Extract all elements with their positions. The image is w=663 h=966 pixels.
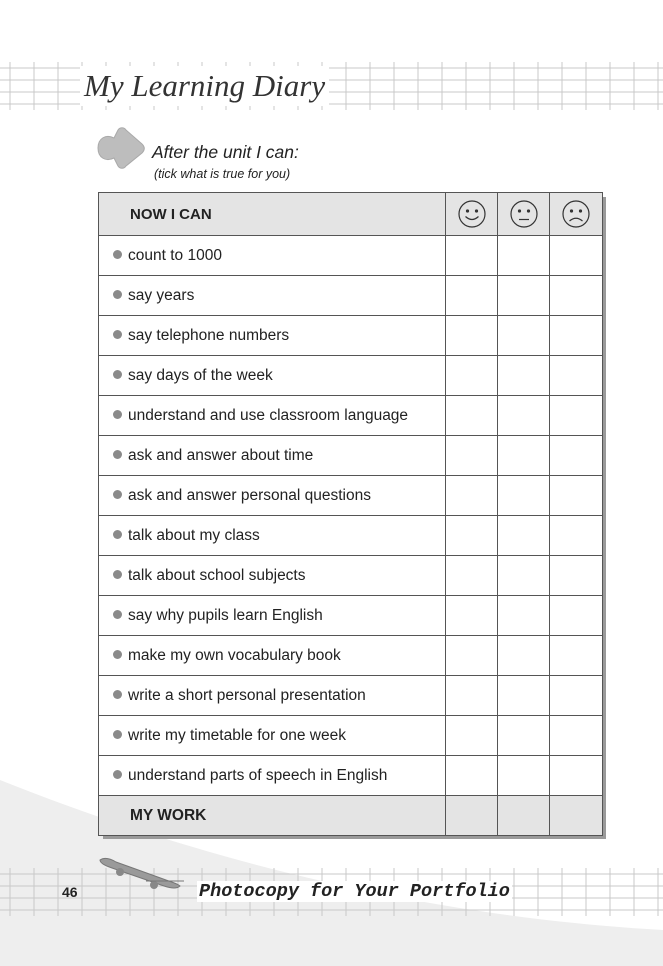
sad-tick-cell[interactable]	[550, 476, 603, 516]
skill-cell	[99, 276, 446, 316]
happy-tick-cell[interactable]	[446, 636, 498, 676]
bullet-icon	[113, 730, 122, 739]
skill-label: talk about school subjects	[128, 566, 306, 584]
neutral-tick-cell[interactable]	[498, 636, 550, 676]
bullet-icon	[113, 370, 122, 379]
sad-tick-cell[interactable]	[550, 236, 603, 276]
diary-row	[99, 716, 603, 756]
diary-row	[99, 556, 603, 596]
skill-label: say why pupils learn English	[128, 606, 323, 624]
diary-row	[99, 476, 603, 516]
skill-cell	[99, 596, 446, 636]
happy-tick-cell[interactable]	[446, 516, 498, 556]
neutral-tick-cell[interactable]	[498, 756, 550, 796]
happy-tick-cell[interactable]	[446, 436, 498, 476]
happy-tick-cell[interactable]	[446, 756, 498, 796]
neutral-tick-cell[interactable]	[498, 436, 550, 476]
arrow-icon	[96, 126, 146, 170]
bullet-icon	[113, 770, 122, 779]
skill-cell	[99, 636, 446, 676]
bullet-icon	[113, 410, 122, 419]
neutral-tick-cell[interactable]	[498, 356, 550, 396]
diary-row	[99, 516, 603, 556]
diary-row	[99, 676, 603, 716]
sad-tick-cell[interactable]	[550, 396, 603, 436]
diary-row	[99, 596, 603, 636]
sad-tick-cell[interactable]	[550, 436, 603, 476]
table-header-row	[99, 193, 603, 236]
neutral-tick-cell[interactable]	[498, 276, 550, 316]
skill-label: write a short personal presentation	[128, 686, 366, 704]
neutral-face-icon	[509, 199, 539, 229]
diary-row	[99, 756, 603, 796]
diary-row	[99, 396, 603, 436]
bullet-icon	[113, 290, 122, 299]
skill-label: count to 1000	[128, 246, 222, 264]
neutral-tick-cell[interactable]	[498, 596, 550, 636]
skill-label: say days of the week	[128, 366, 273, 384]
happy-tick-cell[interactable]	[446, 556, 498, 596]
skill-label: ask and answer personal questions	[128, 486, 371, 504]
skill-cell	[99, 476, 446, 516]
skill-cell	[99, 516, 446, 556]
happy-face-icon	[457, 199, 487, 229]
neutral-tick-cell[interactable]	[498, 556, 550, 596]
sad-tick-cell[interactable]	[550, 636, 603, 676]
happy-tick-cell[interactable]	[446, 596, 498, 636]
neutral-tick-cell[interactable]	[498, 716, 550, 756]
page-number: 46	[62, 884, 78, 900]
bullet-icon	[113, 250, 122, 259]
skill-cell	[99, 756, 446, 796]
sad-tick-cell[interactable]	[550, 316, 603, 356]
happy-tick-cell[interactable]	[446, 356, 498, 396]
diary-row	[99, 636, 603, 676]
skill-cell	[99, 716, 446, 756]
skill-cell	[99, 396, 446, 436]
sad-tick-cell[interactable]	[550, 516, 603, 556]
sad-tick-cell[interactable]	[550, 356, 603, 396]
happy-tick-cell[interactable]	[446, 716, 498, 756]
neutral-tick-cell[interactable]	[498, 396, 550, 436]
neutral-tick-cell[interactable]	[498, 316, 550, 356]
neutral-tick-cell[interactable]	[498, 236, 550, 276]
skill-cell	[99, 436, 446, 476]
sad-tick-cell[interactable]	[550, 596, 603, 636]
my-work-happy-cell[interactable]	[446, 796, 498, 836]
sad-tick-cell[interactable]	[550, 756, 603, 796]
skill-label: ask and answer about time	[128, 446, 314, 464]
sad-tick-cell[interactable]	[550, 556, 603, 596]
intro-text: After the unit I can:	[152, 142, 299, 162]
now-i-can-header: NOW I CAN	[99, 193, 446, 236]
happy-tick-cell[interactable]	[446, 276, 498, 316]
diary-table	[98, 192, 603, 836]
skill-label: say telephone numbers	[128, 326, 290, 344]
diary-row	[99, 276, 603, 316]
skill-cell	[99, 356, 446, 396]
footer-portfolio-text: Photocopy for Your Portfolio	[199, 881, 510, 902]
my-work-row	[99, 796, 603, 836]
sad-face-icon	[561, 199, 591, 229]
bullet-icon	[113, 610, 122, 619]
bullet-icon	[113, 330, 122, 339]
neutral-tick-cell[interactable]	[498, 676, 550, 716]
neutral-tick-cell[interactable]	[498, 476, 550, 516]
neutral-tick-cell[interactable]	[498, 516, 550, 556]
happy-column-header	[446, 193, 498, 236]
bullet-icon	[113, 690, 122, 699]
diary-row	[99, 316, 603, 356]
bullet-icon	[113, 570, 122, 579]
skill-label: understand parts of speech in English	[128, 766, 388, 784]
happy-tick-cell[interactable]	[446, 676, 498, 716]
happy-tick-cell[interactable]	[446, 316, 498, 356]
diary-row	[99, 436, 603, 476]
skill-cell	[99, 316, 446, 356]
page-title: My Learning Diary	[80, 66, 329, 106]
skill-label: say years	[128, 286, 195, 304]
my-work-neutral-cell[interactable]	[498, 796, 550, 836]
bullet-icon	[113, 450, 122, 459]
skill-label: write my timetable for one week	[128, 726, 346, 744]
happy-tick-cell[interactable]	[446, 236, 498, 276]
sad-tick-cell[interactable]	[550, 276, 603, 316]
sad-tick-cell[interactable]	[550, 716, 603, 756]
bullet-icon	[113, 530, 122, 539]
skill-cell	[99, 556, 446, 596]
sad-column-header	[550, 193, 603, 236]
sad-tick-cell[interactable]	[550, 676, 603, 716]
skill-cell	[99, 676, 446, 716]
bullet-icon	[113, 490, 122, 499]
bullet-icon	[113, 650, 122, 659]
my-work-label: MY WORK	[99, 796, 446, 836]
diary-row	[99, 236, 603, 276]
happy-tick-cell[interactable]	[446, 476, 498, 516]
skill-label: understand and use classroom language	[128, 406, 409, 424]
my-work-sad-cell[interactable]	[550, 796, 603, 836]
skateboard-icon	[96, 852, 184, 896]
skill-cell	[99, 236, 446, 276]
skill-label: talk about my class	[128, 526, 260, 544]
diary-row	[99, 356, 603, 396]
neutral-column-header	[498, 193, 550, 236]
skill-label: make my own vocabulary book	[128, 646, 341, 664]
happy-tick-cell[interactable]	[446, 396, 498, 436]
intro-note: (tick what is true for you)	[154, 167, 291, 181]
